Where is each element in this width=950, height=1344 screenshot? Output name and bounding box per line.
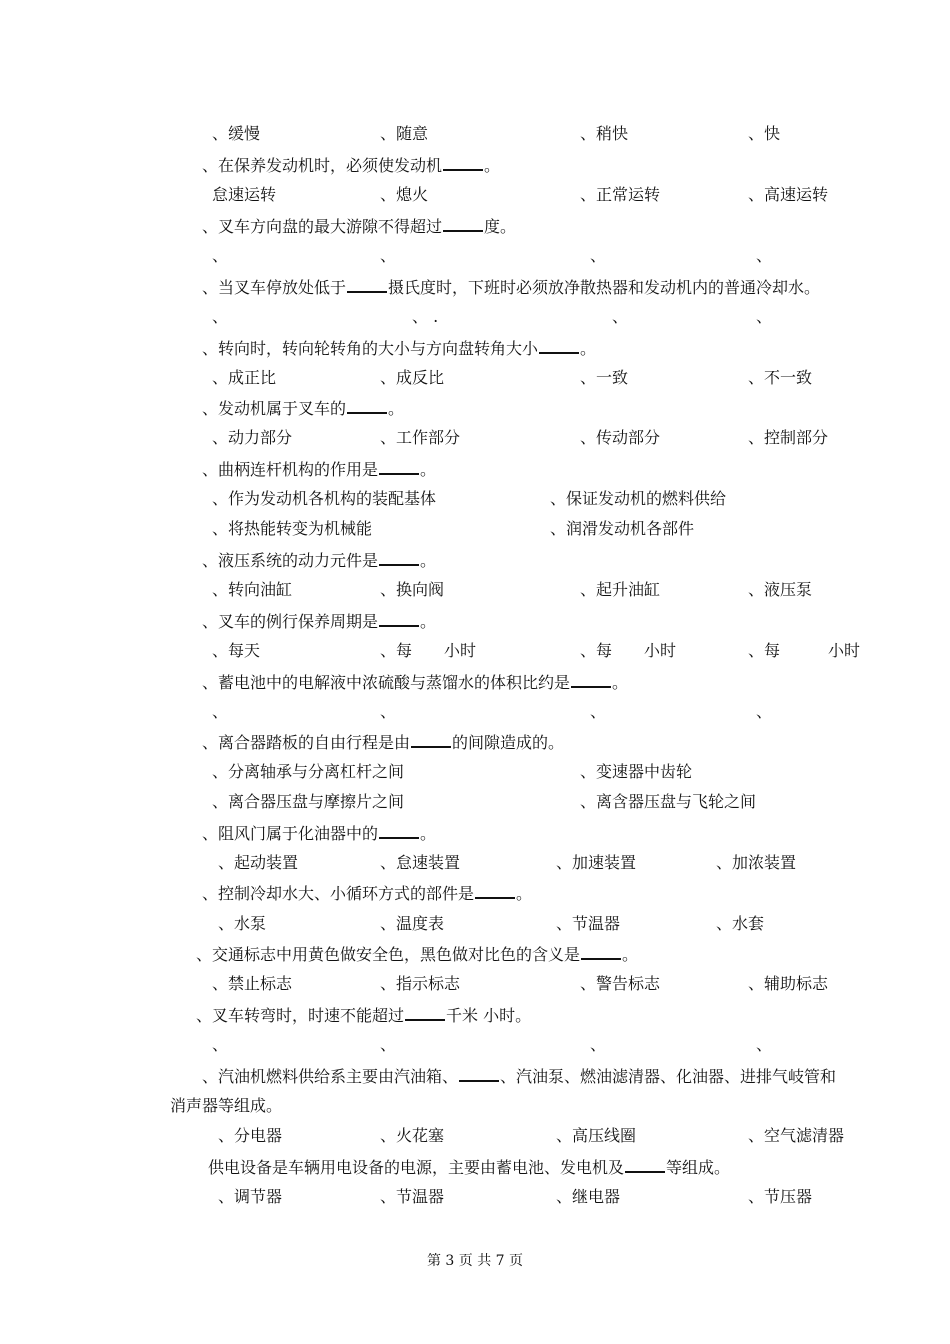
answer-blank	[581, 944, 621, 960]
option: 、起动装置	[218, 853, 299, 872]
option: 、高压线圈	[556, 1126, 637, 1145]
answer-blank	[443, 155, 483, 171]
question-text: 、转向时，转向轮转角的大小与方向盘转角大小	[202, 339, 539, 358]
question-text: 、在保养发动机时，必须使发动机	[202, 156, 443, 175]
option: 、分电器	[218, 1126, 283, 1145]
answer-blank	[459, 1066, 499, 1082]
option: 、	[212, 1035, 229, 1054]
option: 、 .	[412, 307, 439, 326]
option: 、	[212, 246, 229, 265]
question-text: 摄氏度时，下班时必须放净散热器和发动机内的普通冷却水。	[388, 278, 821, 297]
answer-blank	[379, 550, 419, 566]
question-text: 。	[622, 945, 639, 964]
question-text: 、曲柄连杆机构的作用是	[202, 460, 379, 479]
option: 、加速装置	[556, 853, 637, 872]
question	[202, 672, 628, 693]
option: 、正常运转	[580, 185, 661, 204]
question	[202, 398, 404, 419]
option: 、润滑发动机各部件	[550, 519, 695, 538]
option: 、节压器	[748, 1187, 813, 1206]
question-text: 。	[420, 612, 437, 631]
question-text: 度。	[484, 217, 517, 236]
question-text: 。	[580, 339, 597, 358]
question	[196, 1005, 531, 1026]
option: 、控制部分	[748, 428, 829, 447]
answer-blank	[405, 1005, 445, 1021]
option: 、	[590, 246, 607, 265]
question-text: 、液压系统的动力元件是	[202, 551, 379, 570]
option: 、转向油缸	[212, 580, 293, 599]
question-text: 。	[420, 460, 437, 479]
question	[202, 883, 532, 904]
option: 、节温器	[556, 914, 621, 933]
option: 、成正比	[212, 368, 277, 387]
option: 、温度表	[380, 914, 445, 933]
question	[202, 611, 436, 632]
option: 、随意	[380, 124, 429, 143]
question-text: 。	[388, 399, 405, 418]
answer-blank	[539, 338, 579, 354]
option: 、离合器压盘与摩擦片之间	[212, 792, 405, 811]
option: 、	[380, 246, 397, 265]
question-text: 、汽油机燃料供给系主要由汽油箱、	[202, 1067, 459, 1086]
option: 、火花塞	[380, 1126, 445, 1145]
question	[202, 823, 436, 844]
question-text: 、阻风门属于化油器中的	[202, 824, 379, 843]
option: 怠速运转	[212, 185, 277, 204]
option: 、成反比	[380, 368, 445, 387]
option: 、每天	[212, 641, 261, 660]
question	[202, 459, 436, 480]
option: 、每 小时	[748, 641, 861, 660]
option: 、	[212, 702, 229, 721]
question-text: 、叉车方向盘的最大游隙不得超过	[202, 217, 443, 236]
option: 、	[756, 246, 773, 265]
option: 、液压泵	[748, 580, 813, 599]
option: 、快	[748, 124, 781, 143]
question	[196, 944, 638, 965]
answer-blank	[571, 672, 611, 688]
option: 、稍快	[580, 124, 629, 143]
option: 、	[756, 1035, 773, 1054]
option: 、每 小时	[580, 641, 677, 660]
question	[202, 277, 820, 298]
question	[202, 550, 436, 571]
option: 、节温器	[380, 1187, 445, 1206]
question-text: 、当叉车停放处低于	[202, 278, 347, 297]
question-text: 千米 小时。	[446, 1006, 532, 1025]
option: 、换向阀	[380, 580, 445, 599]
option: 、继电器	[556, 1187, 621, 1206]
question	[202, 216, 516, 237]
option: 、	[590, 702, 607, 721]
option: 、不一致	[748, 368, 813, 387]
answer-blank	[379, 823, 419, 839]
option: 、分离轴承与分离杠杆之间	[212, 762, 405, 781]
option: 、	[212, 307, 229, 326]
option: 、每 小时	[380, 641, 477, 660]
option: 、加浓装置	[716, 853, 797, 872]
option: 、高速运转	[748, 185, 829, 204]
answer-blank	[411, 732, 451, 748]
option: 、熄火	[380, 185, 429, 204]
option: 、	[590, 1035, 607, 1054]
question-text: 、离合器踏板的自由行程是由	[202, 733, 411, 752]
question	[202, 155, 500, 176]
option: 、	[756, 702, 773, 721]
question-text: 。	[612, 673, 629, 692]
question-text: 、叉车转弯时，时速不能超过	[196, 1006, 405, 1025]
question-text: 、汽油泵、燃油滤清器、化油器、进排气岐管和	[500, 1067, 837, 1086]
answer-blank	[347, 398, 387, 414]
option: 、空气滤清器	[748, 1126, 845, 1145]
answer-blank	[347, 277, 387, 293]
page-footer: 第 3 页 共 7 页	[426, 1253, 524, 1269]
option: 、传动部分	[580, 428, 661, 447]
option: 、缓慢	[212, 124, 261, 143]
option: 、	[380, 702, 397, 721]
question-text: 。	[420, 551, 437, 570]
option: 、	[380, 1035, 397, 1054]
option: 、禁止标志	[212, 974, 293, 993]
option: 、工作部分	[380, 428, 461, 447]
question-continuation: 消声器等组成。	[170, 1096, 283, 1115]
option: 、	[756, 307, 773, 326]
option: 、怠速装置	[380, 853, 461, 872]
question-text: 。	[516, 884, 533, 903]
option: 、将热能转变为机械能	[212, 519, 373, 538]
option: 、警告标志	[580, 974, 661, 993]
question-text: 、交通标志中用黄色做安全色，黑色做对比色的含义是	[196, 945, 581, 964]
answer-blank	[475, 883, 515, 899]
option: 、调节器	[218, 1187, 283, 1206]
question-text: 等组成。	[666, 1158, 731, 1177]
option: 、变速器中齿轮	[580, 762, 693, 781]
question	[208, 1157, 730, 1178]
option: 、指示标志	[380, 974, 461, 993]
option: 、水套	[716, 914, 765, 933]
option: 、辅助标志	[748, 974, 829, 993]
question-text: 供电设备是车辆用电设备的电源，主要由蓄电池、发电机及	[208, 1158, 625, 1177]
question	[202, 338, 596, 359]
answer-blank	[379, 611, 419, 627]
question-text: 、发动机属于叉车的	[202, 399, 347, 418]
question	[202, 732, 564, 753]
option: 、离含器压盘与飞轮之间	[580, 792, 757, 811]
answer-blank	[625, 1157, 665, 1173]
question-text: 。	[484, 156, 501, 175]
option: 、作为发动机各机构的装配基体	[212, 489, 437, 508]
answer-blank	[379, 459, 419, 475]
option: 、动力部分	[212, 428, 293, 447]
option: 、保证发动机的燃料供给	[550, 489, 727, 508]
question-text: 的间隙造成的。	[452, 733, 565, 752]
question-text: 、控制冷却水大、小循环方式的部件是	[202, 884, 475, 903]
option: 、一致	[580, 368, 629, 387]
question-text: 、蓄电池中的电解液中浓硫酸与蒸馏水的体积比约是	[202, 673, 571, 692]
question-text: 。	[420, 824, 437, 843]
answer-blank	[443, 216, 483, 232]
question-text: 、叉车的例行保养周期是	[202, 612, 379, 631]
question	[202, 1066, 836, 1087]
option: 、水泵	[218, 914, 267, 933]
option: 、	[612, 307, 629, 326]
option: 、起升油缸	[580, 580, 661, 599]
